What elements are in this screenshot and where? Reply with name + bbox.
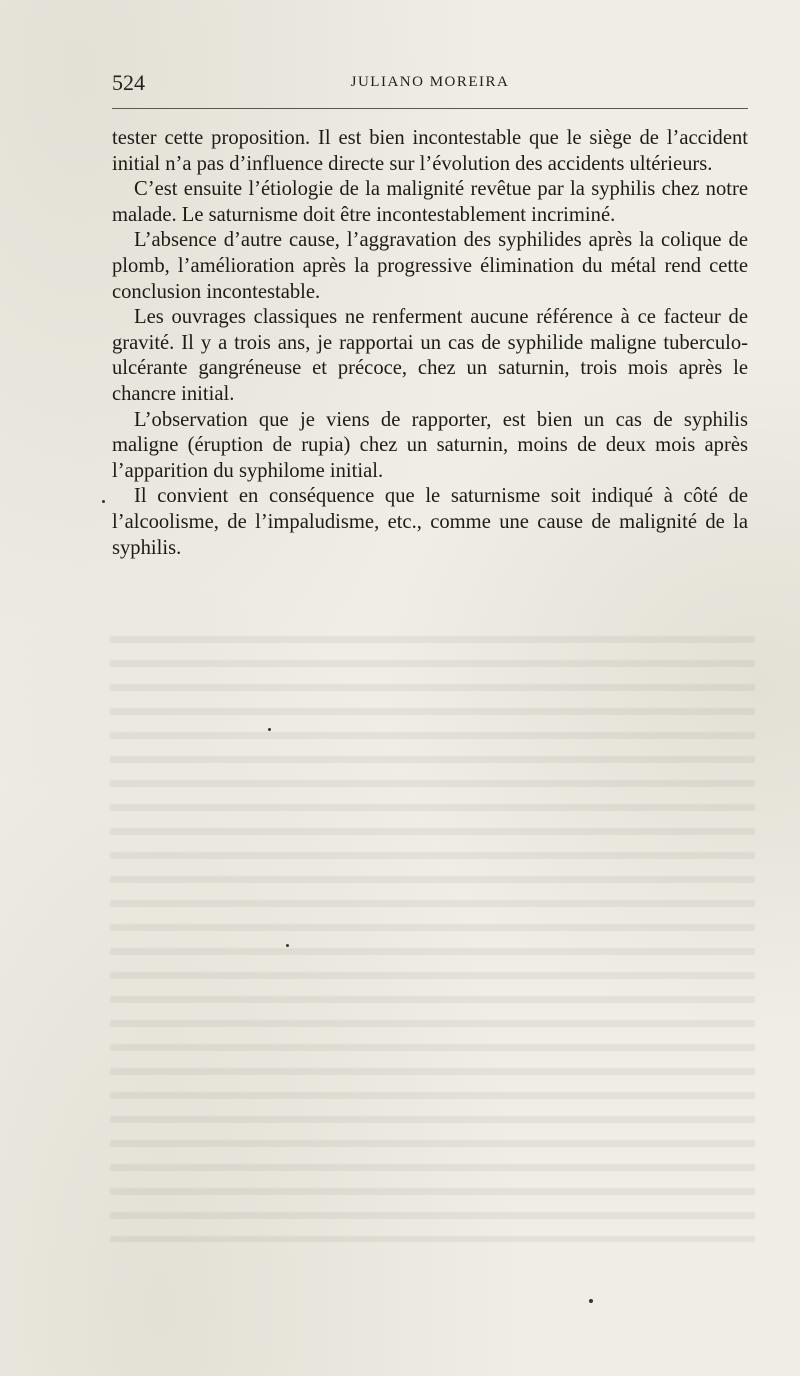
page-header [112,70,748,100]
paragraph-5: L’observation que je viens de rapporter, est bien un cas de syphilis maligne (éruption de rupia) chez un saturnin, moins de deux mois après l’apparition du syphilome initial. [112,408,748,482]
ink-speck [268,728,271,731]
paragraph-1: tester cette proposition. Il est bien incontestable que le siège de l’accident initial n’a pas d’influence directe sur l’évolution des accidents ultérieurs. [112,127,748,175]
page-number: 524 [112,70,145,95]
paragraph-3: L’absence d’autre cause, l’aggravation des syphilides après la colique de plomb, l’amélioration après la progressive élimination du métal rend cette conclusion incontestable. [112,229,748,303]
header-rule [112,108,748,109]
paragraph-6: Il convient en conséquence que le saturnisme soit indiqué à côté de l’alcoolisme, de l’impaludisme, etc., comme une cause de malignité de la syphilis. [112,485,748,559]
ink-speck [286,944,289,947]
paragraph-2: C’est ensuite l’étiologie de la malignité revêtue par la syphilis chez notre malade. Le saturnisme doit être incontestablement incriminé. [112,178,748,226]
paragraph-4: Les ouvrages classiques ne renferment aucune référence à ce facteur de gravité. Il y a trois ans, je rapportai un cas de syphilide maligne tuberculo-ulcérante gangréneuse et précoce, chez un saturnin, trois mois après le chancre initial. [112,306,748,405]
body-text [112,126,748,561]
running-title: JULIANO MOREIRA [350,74,510,90]
ink-speck [102,500,105,503]
ink-speck [589,1299,593,1303]
bleed-through-text [110,622,755,1242]
